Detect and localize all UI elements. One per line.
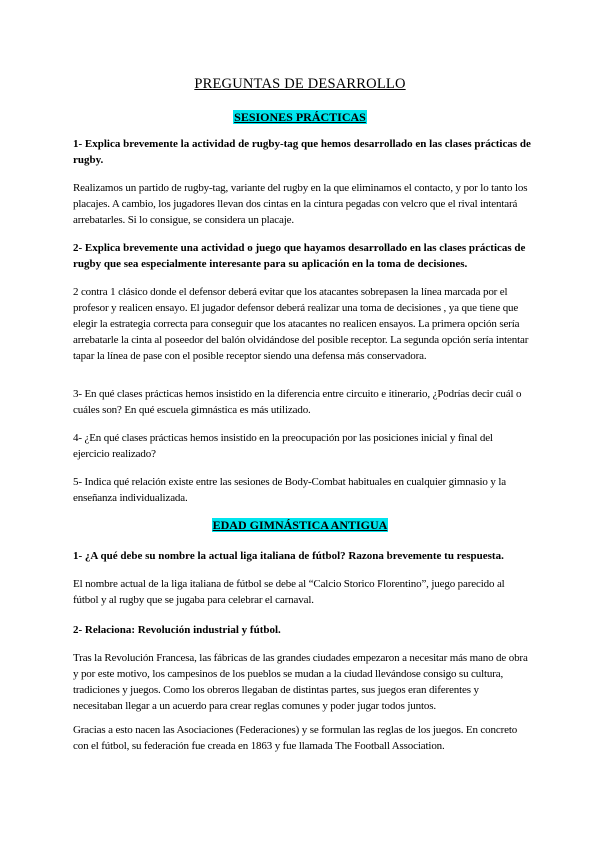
section-heading-edad-gimnastica: [0, 516, 600, 534]
section-heading-text: SESIONES PRÁCTICAS: [234, 110, 366, 124]
question-3: 3- En qué clases prácticas hemos insistido en la diferencia entre circuito e itinerario, ¿Podrías decir cuál o cuáles son? En qué escuela gimnástica es más utilizado.: [73, 388, 522, 416]
question-1: 1- Explica brevemente la actividad de rugby-tag que hemos desarrollado en las clases prácticas de rugby.: [73, 138, 531, 166]
question-industrial-revolution: 2- Relaciona: Revolución industrial y fútbol.: [73, 624, 281, 636]
page-title: PREGUNTAS DE DESARROLLO: [194, 76, 406, 92]
answer-2: 2 contra 1 clásico donde el defensor deberá evitar que los atacantes sobrepasen la línea marcada por el profesor y realicen ensayo. El jugador defensor deberá realizar una toma de decisiones , ya que tiene que elegir la estrategia correcta para conseguir que los atacantes no realicen ensayos. La primera opción sería arrebatarle la cinta al poseedor del balón olvidándose del posible receptor. La segunda opción sería intentar tapar la línea de pase con el posible receptor siendo una defensa más conservadora.: [73, 286, 529, 362]
section-heading-text: EDAD GIMNÁSTICA ANTIGUA: [212, 518, 388, 532]
answer-federations: Gracias a esto nacen las Asociaciones (Federaciones) y se formulan las reglas de los juegos. En concreto con el fútbol, su federación fue creada en 1863 y fue llamada The Football Association.: [73, 724, 518, 752]
answer-industrial-revolution: Tras la Revolución Francesa, las fábricas de las grandes ciudades empezaron a necesitar más mano de obra y por este motivo, los campesinos de los pueblos se mudan a la ciudad llevándose consigo su cultura, tradiciones y juegos. Como los obreros llegaban de distintas partes, sus juegos eran diferentes y necesitaban llegar a un acuerdo para crear reglas comunes y poder jugar todos juntos.: [73, 652, 528, 712]
question-4: 4- ¿En qué clases prácticas hemos insistido en la preocupación por las posiciones inicial y final del ejercicio realizado?: [73, 432, 493, 460]
section-heading-sesiones: [0, 108, 600, 126]
question-5: 5- Indica qué relación existe entre las sesiones de Body-Combat habituales en cualquier gimnasio y la enseñanza individualizada.: [73, 476, 506, 504]
answer-1: Realizamos un partido de rugby-tag, variante del rugby en la que eliminamos el contacto, y por lo tanto los placajes. A cambio, los jugadores llevan dos cintas en la cintura pegadas con velcro que el rival intentará arrebatarles. Si lo consigue, se considera un placaje.: [73, 182, 528, 226]
question-italian-league: 1- ¿A qué debe su nombre la actual liga italiana de fútbol? Razona brevemente tu respuesta.: [73, 550, 504, 562]
question-2: 2- Explica brevemente una actividad o juego que hayamos desarrollado en las clases prácticas de rugby que sea especialmente interesante para su aplicación en la toma de decisiones.: [73, 242, 526, 270]
answer-italian-league: El nombre actual de la liga italiana de fútbol se debe al “Calcio Storico Florentino”, juego parecido al fútbol y al rugby que se jugaba para celebrar el carnaval.: [73, 578, 505, 606]
